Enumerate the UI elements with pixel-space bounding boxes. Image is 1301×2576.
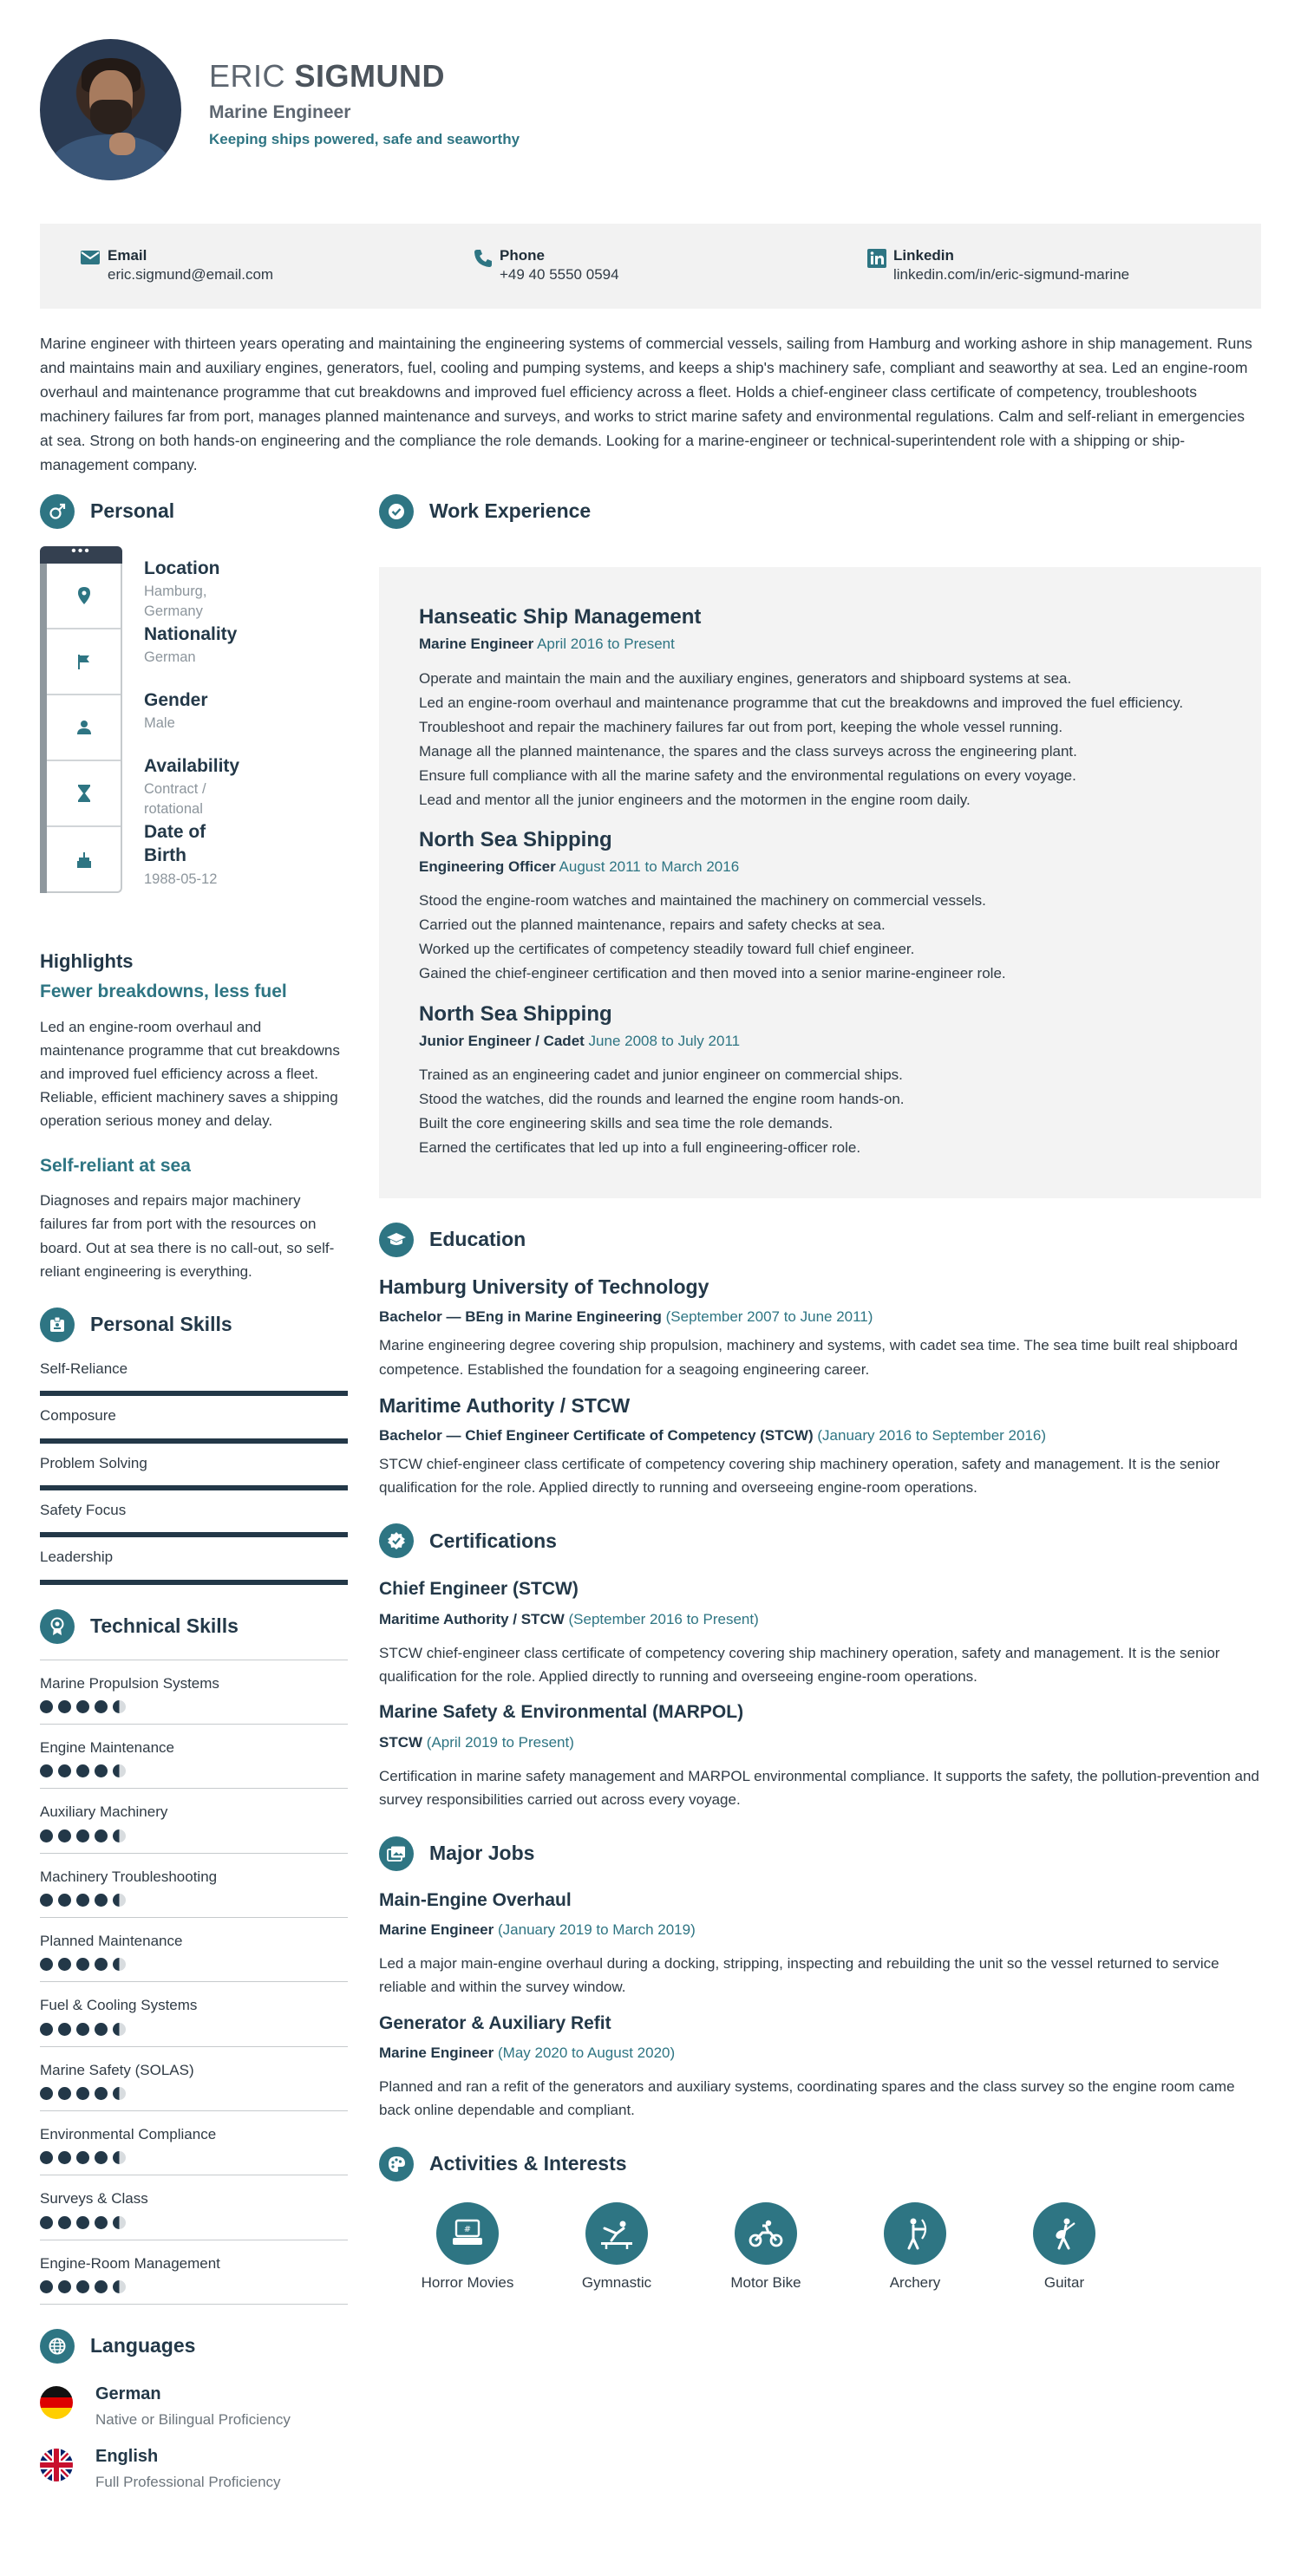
education-section-title: [379, 1221, 1261, 1259]
rating-dot: [40, 1700, 53, 1713]
language-level: Full Professional Proficiency: [95, 2474, 281, 2491]
technical-skill-name: Engine Maintenance: [40, 1738, 175, 1756]
highlight-title: Fewer breakdowns, less fuel: [40, 981, 287, 1002]
skill-rating: [40, 2216, 348, 2229]
rating-dot: [40, 2216, 53, 2229]
technical-skill-name: Auxiliary Machinery: [40, 1803, 168, 1821]
job-duty: Troubleshoot and repair the machinery failures far out from port, keeping the whole vessel running.: [419, 718, 1063, 735]
rating-dot: [76, 1894, 89, 1907]
personal-nationality: Nationality German: [144, 624, 238, 666]
cinema-icon: [436, 2202, 499, 2265]
degree-line: Bachelor — Chief Engineer Certificate of Competency (STCW) (January 2016 to September 2016): [379, 1426, 1047, 1444]
award-icon: [40, 1609, 75, 1644]
job-dates: June 2008 to July 2011: [588, 1032, 741, 1049]
svg-text:#: #: [463, 2224, 472, 2234]
panel-dots: •••: [40, 546, 122, 564]
activity-name: Archery: [889, 2273, 941, 2291]
rating-dot: [58, 1894, 71, 1907]
rating-dot: [95, 1829, 108, 1842]
personal-info-panel: [40, 544, 240, 893]
job-duties: [419, 889, 1221, 986]
personal-skills-section-title: [40, 1306, 348, 1344]
rating-dot: [95, 2087, 108, 2100]
job-dates: April 2016 to Present: [537, 636, 675, 653]
globe-icon: [40, 2329, 75, 2364]
major-job-meta: Marine Engineer (May 2020 to August 2020): [379, 2044, 676, 2061]
gender-icon: [40, 494, 75, 529]
rating-dot: [58, 2216, 71, 2229]
rating-dot: [113, 1894, 126, 1907]
rating-dot: [113, 2216, 126, 2229]
activity-name: Guitar: [1043, 2273, 1085, 2291]
personal-date-of-birth: Date of Birth 1988-05-12: [144, 822, 218, 887]
activity-item: [691, 2202, 840, 2294]
section-heading: Work Experience: [429, 499, 592, 523]
skill-rating: [40, 1958, 348, 1971]
rating-dot: [95, 2151, 108, 2164]
job-duty: Trained as an engineering cadet and junior engineer on commercial ships.: [419, 1066, 903, 1084]
technical-skill-name: Marine Propulsion Systems: [40, 1674, 219, 1692]
last-name: SIGMUND: [294, 58, 446, 95]
first-name: ERIC: [209, 58, 286, 95]
rating-dot: [58, 1829, 71, 1842]
job-duty: Carried out the planned maintenance, repairs and safety checks at sea.: [419, 916, 886, 934]
job-meta: [419, 1030, 1221, 1053]
job-duties: [419, 667, 1221, 812]
technical-skill-name: Surveys & Class: [40, 2190, 148, 2208]
technical-skills-list: [40, 1660, 348, 2305]
personal-gender: Gender Male: [144, 690, 208, 732]
rating-dot: [95, 2216, 108, 2229]
job-duty: Lead and mentor all the junior engineers and the motormen in the engine room daily.: [419, 791, 971, 808]
rating-dot: [40, 2087, 53, 2100]
rating-dot: [113, 2023, 126, 2036]
certification-name: Chief Engineer (STCW): [379, 1579, 579, 1600]
language-item: [40, 2445, 348, 2494]
professional-summary: Marine engineer with thirteen years operating and maintaining the engineering systems of commercial vessels, sailing from Hamburg and working ashore in ship management. Runs and maintains main and auxiliary engines, generators, fuel, cooling and pumping systems, and keeps a ship's machinery safe, compliant and seaworthy at sea. Led an engine-room overhaul and maintenance programme that cut breakdowns and improved fuel efficiency across a fleet. Holds a chief-engineer class certificate of competency, troubleshoots machinery failures far from port, manages planned maintenance and surveys, and works to strict marine safety and environmental regulations. Calm and self-reliant in emergencies at sea. Strong on both hands-on engineering and the compliance the role demands. Looking for a marine-engineer or technical-superintendent role with a shipping or ship-management company.: [40, 335, 1252, 473]
linkedin-icon: [867, 249, 886, 268]
technical-skill: [40, 2047, 348, 2111]
rating-dot: [76, 1958, 89, 1971]
profile-photo: [40, 39, 181, 180]
activity-item: [990, 2202, 1139, 2294]
job-meta: [419, 856, 1221, 878]
german-flag-icon: [40, 2386, 73, 2419]
job-meta: [419, 633, 1221, 655]
personal-skill: Problem Solving: [40, 1452, 348, 1490]
work-section-title: [379, 492, 1261, 531]
job-dates: August 2011 to March 2016: [559, 858, 740, 875]
hourglass-icon: [47, 761, 121, 827]
section-heading: Technical Skills: [90, 1614, 239, 1637]
section-heading: Activities & Interests: [429, 2151, 627, 2175]
job-duty: Built the core engineering skills and sea time the role demands.: [419, 1115, 834, 1132]
job-position: Marine Engineer: [419, 636, 534, 653]
candidate-name: [209, 57, 520, 95]
school-name: Maritime Authority / STCW: [379, 1393, 631, 1417]
company-name: North Sea Shipping: [419, 827, 612, 851]
rating-dot: [40, 1958, 53, 1971]
language-name: German: [95, 2384, 161, 2404]
rating-dot: [113, 1829, 126, 1842]
major-job-name: Main-Engine Overhaul: [379, 1889, 572, 1910]
graduation-cap-icon: [379, 1223, 414, 1257]
archery-icon: [884, 2202, 946, 2265]
personal-location: Location Hamburg, Germany: [144, 558, 220, 620]
highlight-text: Diagnoses and repairs major machinery failures far from port with the resources on board. Out at sea there is no call-out, so self-reliant engineering is everything.: [40, 1192, 335, 1280]
major-job-description: Led a major main-engine overhaul during a docking, stripping, inspecting and rebuilding the unit so the vessel returned to service reliable and within the survey window.: [379, 1955, 1219, 1996]
rating-dot: [76, 2280, 89, 2293]
palette-icon: [379, 2147, 414, 2181]
contact-email[interactable]: [80, 246, 474, 309]
job-duty: Stood the watches, did the rounds and learned the engine room hands-on.: [419, 1091, 905, 1108]
rating-dot: [76, 2216, 89, 2229]
degree-line: Bachelor — BEng in Marine Engineering (September 2007 to June 2011): [379, 1308, 873, 1326]
technical-skill: [40, 1854, 348, 1918]
motorbike-icon: [735, 2202, 797, 2265]
technical-skill-name: Environmental Compliance: [40, 2126, 217, 2142]
contact-linkedin[interactable]: [867, 246, 1261, 309]
activity-name: Motor Bike: [730, 2273, 801, 2291]
skill-rating: [40, 2087, 348, 2100]
rating-dot: [76, 1764, 89, 1777]
linkedin-value[interactable]: linkedin.com/in/eric-sigmund-marine: [893, 266, 1130, 284]
guitar-icon: [1033, 2202, 1095, 2265]
technical-skill-name: Marine Safety (SOLAS): [40, 2061, 194, 2078]
rating-dot: [113, 1958, 126, 1971]
skill-rating: [40, 1700, 348, 1713]
section-heading: Major Jobs: [429, 1841, 535, 1864]
technical-skill: [40, 1918, 348, 1982]
job-duty: Manage all the planned maintenance, the spares and the class surveys across the engineering plant.: [419, 742, 1077, 760]
technical-skill-name: Planned Maintenance: [40, 1932, 183, 1949]
activity-item: [393, 2202, 542, 2294]
activity-name: Gymnastic: [581, 2273, 652, 2291]
personal-skill: Leadership: [40, 1546, 348, 1584]
rating-dot: [58, 1700, 71, 1713]
major-job-meta: Marine Engineer (January 2019 to March 2019): [379, 1921, 696, 1938]
highlights-heading: Highlights: [40, 950, 134, 972]
rating-dot: [58, 1764, 71, 1777]
rating-dot: [58, 2023, 71, 2036]
technical-skill: [40, 1725, 348, 1789]
rating-dot: [95, 1700, 108, 1713]
technical-skill-name: Machinery Troubleshooting: [40, 1868, 218, 1885]
rating-dot: [95, 1894, 108, 1907]
technical-skill: [40, 1982, 348, 2046]
rating-dot: [76, 1700, 89, 1713]
location-pin-icon: [47, 564, 121, 629]
header-text: [209, 57, 520, 151]
technical-skill: [40, 2240, 348, 2305]
skill-rating: [40, 1829, 348, 1842]
check-badge-icon: [379, 494, 414, 529]
rating-dot: [40, 2151, 53, 2164]
certification-item: [379, 1700, 1261, 1811]
left-column: [40, 492, 348, 2494]
contact-phone[interactable]: [474, 246, 867, 309]
languages-section-title: [40, 2327, 348, 2365]
personal-details-list: [144, 546, 240, 887]
technical-skill: [40, 2175, 348, 2240]
certification-description: Certification in marine safety management and MARPOL environmental compliance. It supports the safety, the pollution-prevention and survey responsibilities carried out across every voyage.: [379, 1768, 1259, 1809]
technical-skills-section-title: [40, 1608, 348, 1646]
birthday-cake-icon: [47, 827, 121, 893]
email-label: Email: [108, 247, 147, 264]
email-icon: [80, 249, 101, 266]
rating-dot: [58, 1958, 71, 1971]
major-job-name: Generator & Auxiliary Refit: [379, 2012, 611, 2033]
job-duty: Ensure full compliance with all the marine safety and the environmental regulations on every voyage.: [419, 766, 1076, 784]
language-level: Native or Bilingual Proficiency: [95, 2411, 291, 2429]
phone-label: Phone: [500, 247, 545, 264]
job-position: Junior Engineer / Cadet: [419, 1032, 585, 1049]
rating-dot: [58, 2151, 71, 2164]
section-heading: Personal: [90, 499, 175, 523]
rating-dot: [95, 2280, 108, 2293]
major-job-description: Planned and ran a refit of the generators and auxiliary systems, coordinating spares and the class survey so the engine room came back online dependable and compliant.: [379, 2078, 1235, 2119]
rating-dot: [76, 2023, 89, 2036]
highlight-title: Self-reliant at sea: [40, 1155, 191, 1176]
activity-item: [542, 2202, 691, 2294]
rating-dot: [40, 1894, 53, 1907]
highlight-text: Led an engine-room overhaul and maintenance programme that cut breakdowns and improved fuel efficiency across a fleet. Reliable, efficient machinery saves a shipping operation serious money and delay.: [40, 1018, 340, 1130]
certifications-section-title: [379, 1522, 1261, 1560]
job-duty: Gained the chief-engineer certification and then moved into a senior marine-engineer role.: [419, 965, 1006, 982]
rating-dot: [113, 2151, 126, 2164]
right-column: [379, 492, 1261, 2494]
rating-dot: [40, 1829, 53, 1842]
uk-flag-icon: [40, 2449, 73, 2481]
rating-dot: [113, 1700, 126, 1713]
certification-description: STCW chief-engineer class certificate of competency covering ship machinery operation, safety and management. It is the senior qualification for the role. Applied directly to running and overseeing engine-room operations.: [379, 1645, 1220, 1686]
certificate-icon: [379, 1523, 414, 1558]
rating-dot: [95, 1764, 108, 1777]
activities-section-title: [379, 2145, 1261, 2183]
rating-dot: [76, 1829, 89, 1842]
personal-skill: Safety Focus: [40, 1499, 348, 1537]
job-duty: Worked up the certificates of competency steadily toward full chief engineer.: [419, 941, 915, 958]
rating-dot: [95, 1958, 108, 1971]
phone-icon: [474, 249, 493, 268]
activities-list: [393, 2202, 1261, 2294]
job-entry: [419, 1001, 1221, 1161]
technical-skill: [40, 2111, 348, 2175]
personal-skill: Composure: [40, 1405, 348, 1443]
rating-dot: [113, 1764, 126, 1777]
job-duty: Stood the engine-room watches and maintained the machinery on commercial vessels.: [419, 892, 986, 910]
personal-skills-list: [40, 1358, 348, 1585]
tagline: Keeping ships powered, safe and seaworthy: [209, 131, 520, 148]
skill-rating: [40, 2280, 348, 2293]
company-name: North Sea Shipping: [419, 1001, 612, 1026]
education-description: Marine engineering degree covering ship propulsion, machinery and systems, with cadet sea time. The sea time built real shipboard competence. Established the foundation for a seagoing engineering career.: [379, 1337, 1238, 1378]
resume-header: [40, 0, 1261, 180]
rating-dot: [58, 2280, 71, 2293]
highlights-section: [40, 947, 348, 1283]
education-item: [379, 1393, 1261, 1500]
rating-dot: [95, 2023, 108, 2036]
major-job-item: [379, 1888, 1261, 1999]
education-description: STCW chief-engineer class certificate of competency covering ship machinery operation, safety and management. It is the senior qualification for the role. Applied directly to running and overseeing engine-room operations.: [379, 1456, 1220, 1497]
technical-skill: [40, 1660, 348, 1725]
rating-dot: [76, 2087, 89, 2100]
rating-dot: [58, 2087, 71, 2100]
certification-meta: STCW (April 2019 to Present): [379, 1733, 574, 1751]
technical-skill-name: Fuel & Cooling Systems: [40, 1997, 198, 2014]
skill-rating: [40, 2023, 348, 2036]
job-duty: Led an engine-room overhaul and maintenance programme that cut the breakdowns and improved the fuel efficiency.: [419, 694, 1184, 711]
email-value[interactable]: eric.sigmund@email.com: [108, 266, 274, 284]
personal-skill: Self-Reliance: [40, 1358, 348, 1396]
personal-availability: Availability Contract / rotational: [144, 756, 240, 818]
major-jobs-section-title: [379, 1835, 1261, 1873]
job-duties: [419, 1063, 1221, 1160]
certification-item: [379, 1577, 1261, 1688]
section-heading: Certifications: [429, 1529, 557, 1552]
skill-rating: [40, 2151, 348, 2164]
section-heading: Personal Skills: [90, 1313, 232, 1336]
phone-value[interactable]: +49 40 5550 0594: [500, 266, 619, 284]
personal-section-title: [40, 492, 348, 531]
contact-bar: [40, 224, 1261, 309]
gymnastics-icon: [585, 2202, 648, 2265]
two-column-body: [40, 492, 1261, 2494]
rating-dot: [40, 1764, 53, 1777]
activity-item: [840, 2202, 990, 2294]
technical-skill: [40, 1789, 348, 1853]
education-item: [379, 1275, 1261, 1381]
major-job-item: [379, 2012, 1261, 2123]
rating-dot: [76, 2151, 89, 2164]
images-icon: [379, 1836, 414, 1871]
technical-skill-name: Engine-Room Management: [40, 2254, 220, 2272]
rating-dot: [40, 2023, 53, 2036]
job-entry: [419, 826, 1221, 987]
language-name: English: [95, 2447, 159, 2467]
skill-rating: [40, 1894, 348, 1907]
certification-name: Marine Safety & Environmental (MARPOL): [379, 1702, 744, 1723]
job-entry: [419, 603, 1221, 812]
rating-dot: [113, 2087, 126, 2100]
section-heading: Languages: [90, 2334, 196, 2358]
id-badge-icon: [40, 1308, 75, 1342]
job-duty: Earned the certificates that led up into a full engineering-officer role.: [419, 1139, 861, 1157]
language-item: [40, 2383, 348, 2431]
school-name: Hamburg University of Technology: [379, 1275, 709, 1299]
rating-dot: [40, 2280, 53, 2293]
job-duty: Operate and maintain the main and the auxiliary engines, generators and shipboard systems at sea.: [419, 669, 1072, 687]
rating-dot: [113, 2280, 126, 2293]
activity-name: Horror Movies: [421, 2273, 514, 2291]
flag-icon: [47, 629, 121, 695]
linkedin-label: Linkedin: [893, 247, 954, 264]
section-heading: Education: [429, 1228, 526, 1251]
work-experience-panel: [379, 567, 1261, 1198]
job-position: Engineering Officer: [419, 858, 556, 875]
certification-meta: Maritime Authority / STCW (September 2016 to Present): [379, 1610, 759, 1627]
person-icon: [47, 695, 121, 761]
skill-rating: [40, 1764, 348, 1777]
job-title: Marine Engineer: [209, 101, 351, 122]
company-name: Hanseatic Ship Management: [419, 605, 702, 629]
